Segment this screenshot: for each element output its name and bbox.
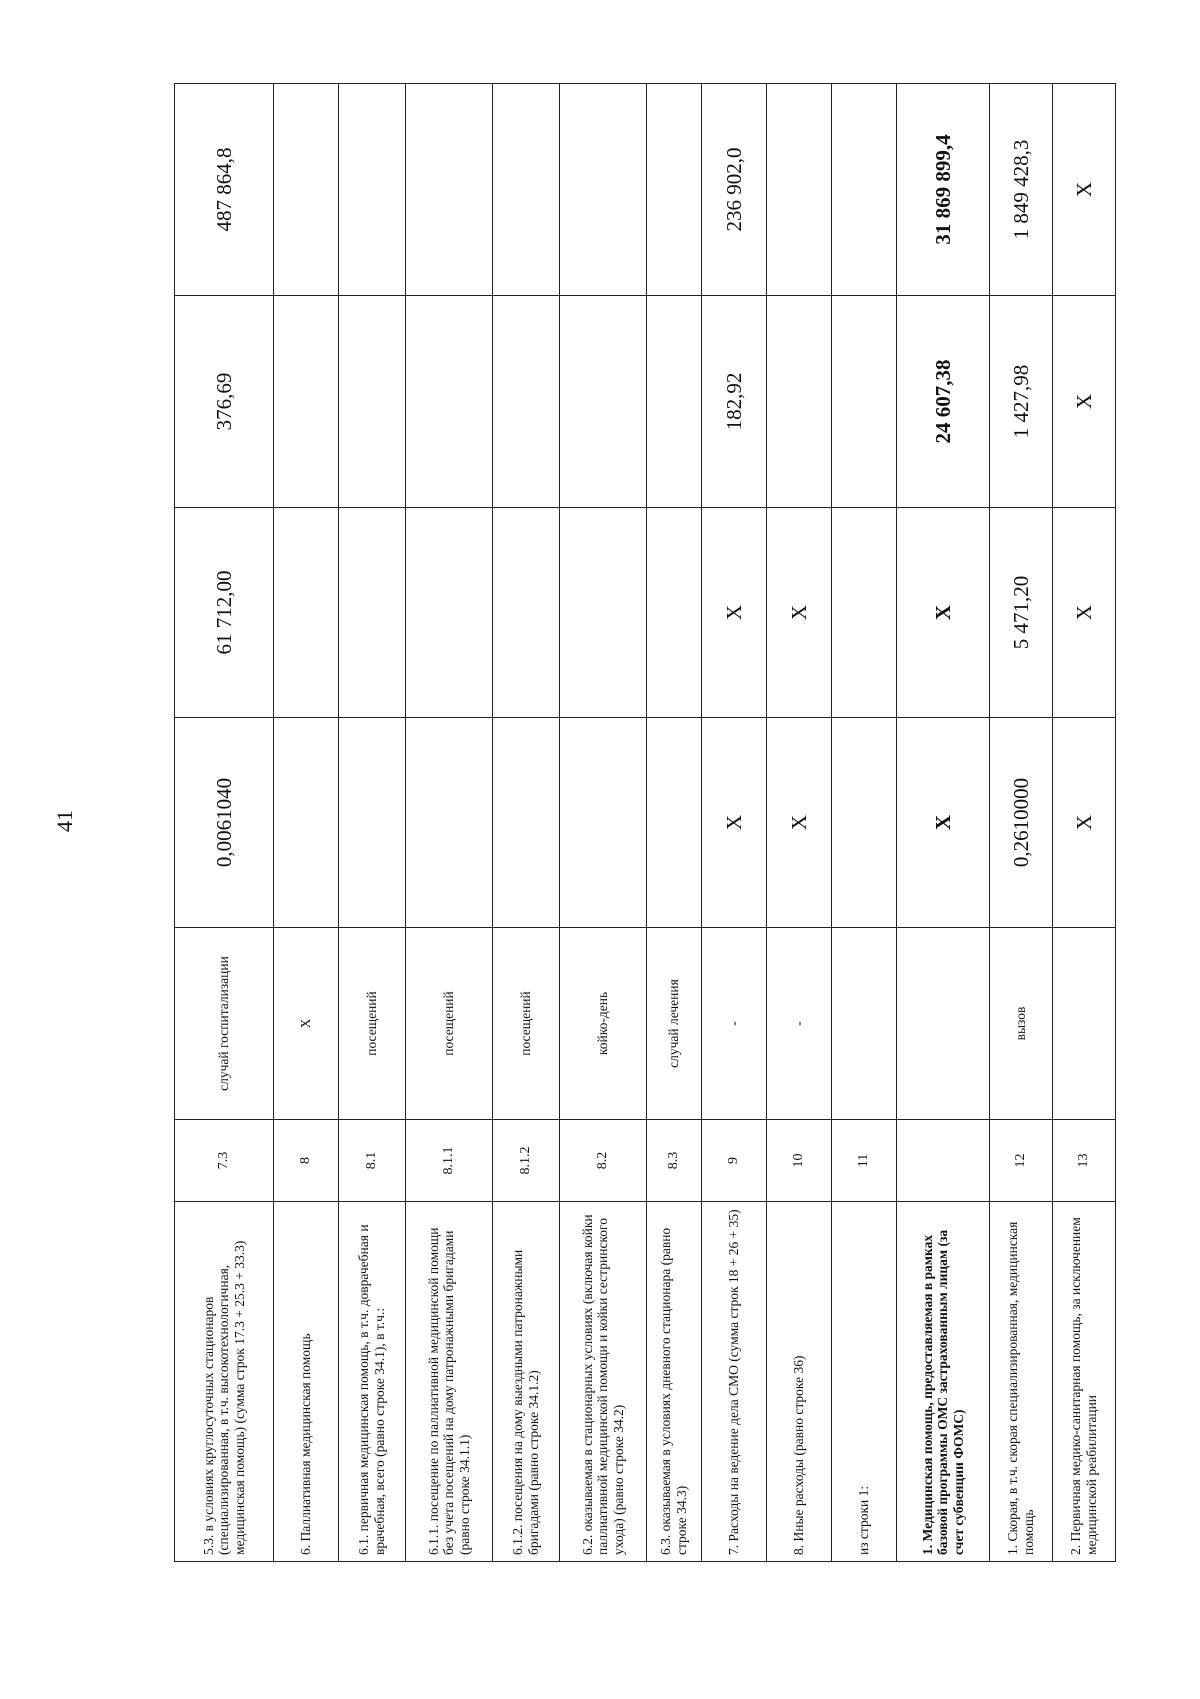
row-unit: Х: [274, 928, 339, 1120]
row-value-4: [274, 84, 339, 296]
row-value-1: 0,2610000: [990, 718, 1053, 928]
row-value-2: [560, 508, 647, 718]
row-unit: посещений: [339, 928, 406, 1120]
row-value-3: [493, 296, 560, 508]
data-table: [174, 83, 1116, 1562]
row-value-4: [560, 84, 647, 296]
row-name: 6.2. оказываемая в стационарных условиях (включая койки паллиативной медицинской помощи и койки сестринского ухода) (равно строке 34.2): [560, 1202, 647, 1562]
row-value-1: [560, 718, 647, 928]
row-value-3: 182,92: [702, 296, 767, 508]
table-row: [1053, 84, 1116, 1562]
row-value-4: [767, 84, 832, 296]
row-value-3: [406, 296, 493, 508]
row-value-1: Х: [702, 718, 767, 928]
row-unit: -: [767, 928, 832, 1120]
row-name: 6. Паллиативная медицинская помощь: [274, 1202, 339, 1562]
row-value-1: Х: [897, 718, 990, 928]
row-unit: [897, 928, 990, 1120]
row-name: из строки 1:: [832, 1202, 897, 1562]
row-value-2: [832, 508, 897, 718]
table-row: [702, 84, 767, 1562]
row-name: 6.1. первичная медицинская помощь, в т.ч. доврачебная и врачебная, всего (равно строке 34.1), в т.ч.:: [339, 1202, 406, 1562]
row-value-1: [493, 718, 560, 928]
row-value-3: 24 607,38: [897, 296, 990, 508]
row-name: 6.3. оказываемая в условиях дневного стационара (равно строке 34.3): [647, 1202, 702, 1562]
row-unit: случай лечения: [647, 928, 702, 1120]
row-value-1: [647, 718, 702, 928]
row-number: 9: [702, 1120, 767, 1202]
row-unit: -: [702, 928, 767, 1120]
row-value-3: [832, 296, 897, 508]
row-value-2: [339, 508, 406, 718]
row-value-1: [832, 718, 897, 928]
table-container: [174, 84, 1099, 1562]
page-number: 41: [52, 810, 77, 832]
row-number: [897, 1120, 990, 1202]
row-value-1: [406, 718, 493, 928]
row-unit: койко-день: [560, 928, 647, 1120]
row-value-4: Х: [1053, 84, 1116, 296]
table-row: [647, 84, 702, 1562]
row-number: 8: [274, 1120, 339, 1202]
row-value-4: 236 902,0: [702, 84, 767, 296]
row-name: 1. Медицинская помощь, предоставляемая в рамках базовой программы ОМС застрахованным лицам (за счет субвенции ФОМС): [897, 1202, 990, 1562]
table-row: [406, 84, 493, 1562]
row-name: 7. Расходы на ведение дела СМО (сумма строк 18 + 26 + 35): [702, 1202, 767, 1562]
row-value-2: Х: [897, 508, 990, 718]
row-number: 8.3: [647, 1120, 702, 1202]
row-value-1: [274, 718, 339, 928]
table-row: [493, 84, 560, 1562]
row-number: 10: [767, 1120, 832, 1202]
row-value-2: [406, 508, 493, 718]
table-row: [560, 84, 647, 1562]
row-value-3: [274, 296, 339, 508]
row-number: 11: [832, 1120, 897, 1202]
row-unit: посещений: [406, 928, 493, 1120]
row-value-3: [647, 296, 702, 508]
row-value-4: [339, 84, 406, 296]
row-value-2: [274, 508, 339, 718]
row-unit: [832, 928, 897, 1120]
row-number: 7.3: [175, 1120, 274, 1202]
row-value-4: [493, 84, 560, 296]
row-unit: случай госпитализации: [175, 928, 274, 1120]
row-value-3: [767, 296, 832, 508]
row-number: 8.2: [560, 1120, 647, 1202]
row-name: 5.3. в условиях круглосуточных стационаров (специализированная, в т.ч. высокотехнологичная, медицинская помощь) (сумма строк 17.3 + 25.3 + 33.3): [175, 1202, 274, 1562]
row-value-1: Х: [767, 718, 832, 928]
row-value-4: 31 869 899,4: [897, 84, 990, 296]
row-value-1: Х: [1053, 718, 1116, 928]
row-value-4: 487 864,8: [175, 84, 274, 296]
row-value-3: 376,69: [175, 296, 274, 508]
row-value-2: 5 471,20: [990, 508, 1053, 718]
table-row: [175, 84, 274, 1562]
table-row: [767, 84, 832, 1562]
row-unit: посещений: [493, 928, 560, 1120]
row-value-4: [647, 84, 702, 296]
row-number: 8.1.2: [493, 1120, 560, 1202]
table-row: [897, 84, 990, 1562]
row-value-3: [560, 296, 647, 508]
row-number: 8.1.1: [406, 1120, 493, 1202]
row-number: 12: [990, 1120, 1053, 1202]
row-unit: [1053, 928, 1116, 1120]
row-value-2: [647, 508, 702, 718]
row-value-1: [339, 718, 406, 928]
table-row: [832, 84, 897, 1562]
table-row: [339, 84, 406, 1562]
row-number: 8.1: [339, 1120, 406, 1202]
row-name: 6.1.2. посещения на дому выездными патронажными бригадами (равно строке 34.1.2): [493, 1202, 560, 1562]
table-row: [274, 84, 339, 1562]
row-value-2: [493, 508, 560, 718]
table-body: [175, 84, 1116, 1562]
row-value-3: [339, 296, 406, 508]
row-name: 6.1.1. посещение по паллиативной медицинской помощи без учета посещений на дому патронажными бригадами (равно строке 34.1.1): [406, 1202, 493, 1562]
row-name: 1. Скорая, в т.ч. скорая специализированная, медицинская помощь: [990, 1202, 1053, 1562]
row-name: 2. Первичная медико-санитарная помощь, за исключением медицинской реабилитации: [1053, 1202, 1116, 1562]
row-unit: вызов: [990, 928, 1053, 1120]
row-value-4: 1 849 428,3: [990, 84, 1053, 296]
row-value-2: Х: [702, 508, 767, 718]
row-value-2: Х: [767, 508, 832, 718]
row-value-4: [832, 84, 897, 296]
row-value-2: 61 712,00: [175, 508, 274, 718]
row-value-4: [406, 84, 493, 296]
row-value-3: Х: [1053, 296, 1116, 508]
row-name: 8. Иные расходы (равно строке 36): [767, 1202, 832, 1562]
row-value-3: 1 427,98: [990, 296, 1053, 508]
row-value-2: Х: [1053, 508, 1116, 718]
table-row: [990, 84, 1053, 1562]
row-value-1: 0,0061040: [175, 718, 274, 928]
row-number: 13: [1053, 1120, 1116, 1202]
